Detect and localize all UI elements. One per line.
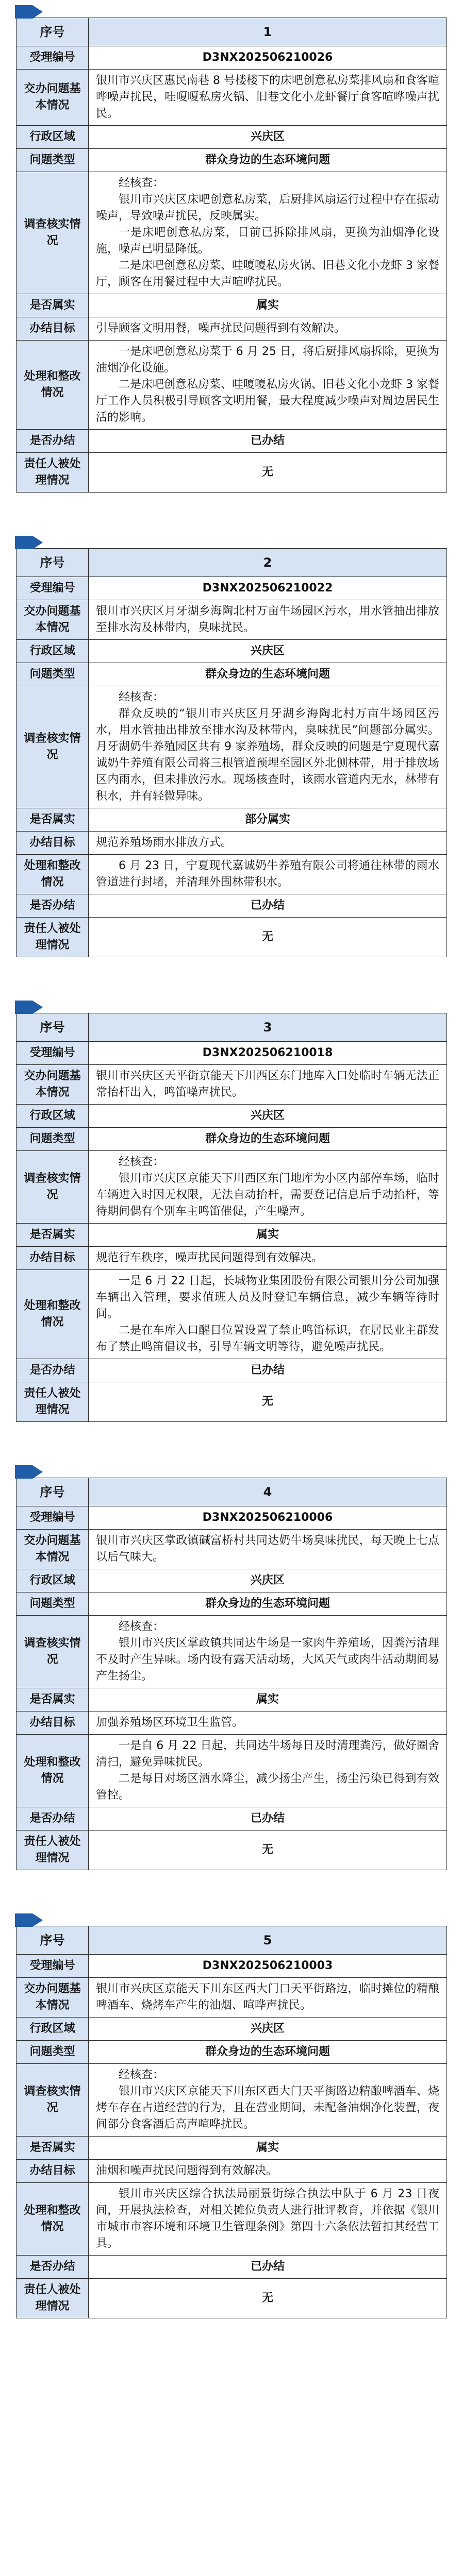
corner-ribbon [15, 536, 32, 549]
row-value-basic: 银川市兴庆区掌政镇碱富桥村共同达奶牛场臭味扰民，每天晚上七点以后气味大。 [89, 1530, 447, 1569]
investigation-paragraph: 银川市兴庆区掌政镇共同达牛场是一家肉牛养殖场，因粪污清理不及时产生异味。场内设有露天活动场，大风天气或肉牛活动期间易产生扬尘。 [96, 1637, 439, 1683]
row-value-basic: 银川市兴庆区月牙湖乡海陶北村万亩牛场园区污水，用水管抽出排放至排水沟及林带内，臭味扰民。 [89, 600, 447, 640]
row-value-closed: 已办结 [89, 430, 447, 453]
row-label-seq: 序号 [16, 549, 89, 577]
corner-ribbon [15, 1465, 32, 1479]
row-value-investigation [89, 2064, 447, 2137]
row-value-verified: 属实 [89, 294, 447, 317]
row-label-verified: 是否属实 [16, 1224, 89, 1247]
row-label-investigation: 调查核实情况 [16, 1151, 89, 1224]
row-value-goal: 规范行车秩序，噪声扰民问题得到有效解决。 [89, 1247, 447, 1270]
case-card [16, 1926, 447, 2318]
investigation-paragraph: 二是床吧创意私房菜、哇嗄嗄私房火锅、旧巷文化小龙虾 3 家餐厅，顾客在用餐过程中大声喧哗扰民。 [96, 259, 439, 289]
investigation-paragraph: 经核查： [119, 1620, 164, 1633]
row-label-investigation: 调查核实情况 [16, 2064, 89, 2137]
handling-paragraph: 一是 6 月 22 日起，长城物业集团股份有限公司银川分公司加强车辆出入管理，要求值班人员及时登记车辆信息，减少车辆等待时间。 [96, 1275, 439, 1320]
row-value-closed: 已办结 [89, 2256, 447, 2279]
case-table [16, 18, 447, 493]
row-value-investigation [89, 1151, 447, 1224]
row-value-goal: 引导顾客文明用餐，噪声扰民问题得到有效解决。 [89, 317, 447, 341]
row-label-basic: 交办问题基本情况 [16, 1065, 89, 1105]
row-label-type: 问题类型 [16, 149, 89, 172]
row-label-handling: 处理和整改情况 [16, 2183, 89, 2256]
investigation-paragraph: 经核查： [119, 1156, 164, 1168]
case-table [16, 1478, 447, 1870]
row-value-accountability: 无 [89, 1831, 447, 1870]
row-label-area: 行政区域 [16, 126, 89, 149]
handling-paragraph: 一是床吧创意私房菜于 6 月 25 日，将后厨排风扇拆除，更换为油烟净化设施。 [96, 345, 439, 375]
row-value-area: 兴庆区 [89, 640, 447, 663]
row-value-seq: 5 [89, 1926, 447, 1955]
row-value-investigation [89, 686, 447, 808]
handling-paragraph: 二是每日对场区洒水降尘，减少扬尘产生，扬尘污染已得到有效管控。 [96, 1772, 439, 1802]
handling-paragraph: 一是自 6 月 22 日起，共同达牛场每日及时清理粪污，做好圈舍清扫，避免异味扰民。 [96, 1739, 439, 1769]
row-label-handling: 处理和整改情况 [16, 1270, 89, 1359]
row-label-code: 受理编号 [16, 46, 89, 70]
row-value-area: 兴庆区 [89, 1105, 447, 1128]
row-label-type: 问题类型 [16, 1128, 89, 1151]
case-table [16, 1926, 447, 2318]
row-label-closed: 是否办结 [16, 1359, 89, 1382]
row-label-handling: 处理和整改情况 [16, 341, 89, 430]
row-value-area: 兴庆区 [89, 126, 447, 149]
row-value-basic: 银川市兴庆区惠民南巷 8 号楼楼下的床吧创意私房菜排风扇和食客喧哗噪声扰民，哇嗄嗄私房火锅、旧巷文化小龙虾餐厅食客喧哗噪声扰民。 [89, 70, 447, 126]
investigation-paragraph: 经核查： [119, 177, 164, 190]
case-card [16, 548, 447, 957]
row-value-closed: 已办结 [89, 1359, 447, 1382]
investigation-paragraph: 银川市兴庆区京能天下川西区东门地库为小区内部停车场，临时车辆进入时因无权限，无法自动抬杆，需要登记信息后手动抬杆，等待期间偶有个别车主鸣笛催促，产生噪声。 [96, 1172, 439, 1218]
handling-paragraph: 6 月 23 日，宁夏现代嘉诚奶牛养殖有限公司将通往林带的雨水管道进行封堵，并清理外围林带积水。 [96, 859, 439, 889]
row-label-closed: 是否办结 [16, 894, 89, 918]
row-label-handling: 处理和整改情况 [16, 1735, 89, 1807]
row-value-seq: 3 [89, 1013, 447, 1042]
row-value-code: D3NX202506210018 [89, 1042, 447, 1065]
row-label-code: 受理编号 [16, 1506, 89, 1530]
row-value-verified: 属实 [89, 2137, 447, 2160]
row-label-area: 行政区域 [16, 1569, 89, 1592]
row-value-basic: 银川市兴庆区天平街京能天下川西区东门地库入口处临时车辆无法正常抬杆出入，鸣笛噪声扰民。 [89, 1065, 447, 1105]
investigation-paragraph: 银川市兴庆区京能天下川东区西大门天平街路边精酿啤酒车、烧烤车存在占道经营的行为，且在营业期间，未配备油烟净化装置，夜间部分食客酒后高声喧哗扰民。 [96, 2085, 439, 2131]
row-value-type: 群众身边的生态环境问题 [89, 2041, 447, 2064]
row-label-closed: 是否办结 [16, 1807, 89, 1831]
row-value-accountability: 无 [89, 918, 447, 957]
investigation-paragraph: 银川市兴庆区床吧创意私房菜，后厨排风扇运行过程中存在振动噪声，导致噪声扰民，反映属实。 [96, 193, 439, 223]
row-value-type: 群众身边的生态环境问题 [89, 149, 447, 172]
row-value-type: 群众身边的生态环境问题 [89, 1128, 447, 1151]
row-value-code: D3NX202506210022 [89, 577, 447, 600]
row-value-closed: 已办结 [89, 1807, 447, 1831]
row-label-accountability: 责任人被处理情况 [16, 453, 89, 493]
row-label-basic: 交办问题基本情况 [16, 1530, 89, 1569]
handling-paragraph: 银川市兴庆区综合执法局丽景街综合执法中队于 6 月 23 日夜间，开展执法检查，对相关摊位负责人进行批评教育，并依据《银川市城市市容环境和环境卫生管理条例》第四十六条依法暂扣其经营工具。 [96, 2188, 439, 2250]
row-value-accountability: 无 [89, 453, 447, 493]
row-label-seq: 序号 [16, 1478, 89, 1506]
row-label-closed: 是否办结 [16, 2256, 89, 2279]
row-value-handling [89, 341, 447, 430]
row-label-basic: 交办问题基本情况 [16, 70, 89, 126]
row-label-accountability: 责任人被处理情况 [16, 2279, 89, 2318]
handling-paragraph: 二是床吧创意私房菜、哇嗄嗄私房火锅、旧巷文化小龙虾 3 家餐厅工作人员积极引导顾客文明用餐，最大程度减少噪声对周边居民生活的影响。 [96, 378, 439, 424]
row-value-verified: 部分属实 [89, 808, 447, 832]
investigation-paragraph: 一是床吧创意私房菜，目前已拆除排风扇，更换为油烟净化设施，噪声已明显降低。 [96, 226, 439, 256]
row-label-basic: 交办问题基本情况 [16, 1978, 89, 2018]
row-value-goal: 油烟和噪声扰民问题得到有效解决。 [89, 2160, 447, 2183]
row-value-goal: 加强养殖场区环境卫生监管。 [89, 1711, 447, 1735]
case-card [16, 1478, 447, 1870]
investigation-paragraph: 经核查： [119, 2069, 164, 2081]
row-value-investigation [89, 172, 447, 294]
row-value-verified: 属实 [89, 1688, 447, 1711]
corner-ribbon [15, 1001, 32, 1014]
row-label-investigation: 调查核实情况 [16, 172, 89, 294]
case-table [16, 548, 447, 957]
row-value-handling [89, 855, 447, 894]
row-label-handling: 处理和整改情况 [16, 855, 89, 894]
case-card [16, 1013, 447, 1422]
row-value-handling [89, 1735, 447, 1807]
row-value-seq: 2 [89, 549, 447, 577]
row-label-type: 问题类型 [16, 2041, 89, 2064]
row-label-verified: 是否属实 [16, 1688, 89, 1711]
corner-ribbon [15, 1913, 32, 1927]
row-value-closed: 已办结 [89, 894, 447, 918]
row-label-type: 问题类型 [16, 663, 89, 686]
row-value-type: 群众身边的生态环境问题 [89, 1592, 447, 1616]
row-value-code: D3NX202506210006 [89, 1506, 447, 1530]
row-label-verified: 是否属实 [16, 808, 89, 832]
investigation-paragraph: 群众反映的“银川市兴庆区月牙湖乡海陶北村万亩牛场园区污水，用水管抽出排放至排水沟及林带内，臭味扰民”问题部分属实。月牙湖奶牛养殖园区共有 9 家养殖场，群众反映的问题是宁夏现代嘉诚奶牛养殖有限公司将三根管道预埋至园区外北侧林带，用于排放场区内雨水，但未排放污水。现场核查时，该雨水管道内无水，林带有积水，并有轻微异味。 [96, 707, 439, 803]
row-label-seq: 序号 [16, 1013, 89, 1042]
row-label-seq: 序号 [16, 18, 89, 46]
handling-paragraph: 二是在车库入口醒目位置设置了禁止鸣笛标识，在居民业主群发布了禁止鸣笛倡议书，引导车辆文明等待，避免噪声扰民。 [96, 1324, 439, 1353]
row-label-goal: 办结目标 [16, 1247, 89, 1270]
row-value-code: D3NX202506210003 [89, 1955, 447, 1978]
row-label-closed: 是否办结 [16, 430, 89, 453]
row-label-goal: 办结目标 [16, 317, 89, 341]
row-label-area: 行政区域 [16, 640, 89, 663]
row-label-basic: 交办问题基本情况 [16, 600, 89, 640]
row-value-handling [89, 2183, 447, 2256]
row-label-area: 行政区域 [16, 2018, 89, 2041]
row-value-code: D3NX202506210026 [89, 46, 447, 70]
row-label-goal: 办结目标 [16, 832, 89, 855]
row-label-code: 受理编号 [16, 1042, 89, 1065]
row-label-verified: 是否属实 [16, 2137, 89, 2160]
row-label-investigation: 调查核实情况 [16, 1616, 89, 1688]
row-value-seq: 1 [89, 18, 447, 46]
row-label-verified: 是否属实 [16, 294, 89, 317]
row-value-basic: 银川市兴庆区京能天下川东区西大门口天平街路边，临时摊位的精酿啤酒车、烧烤车产生的油烟、喧哗声扰民。 [89, 1978, 447, 2018]
row-value-investigation [89, 1616, 447, 1688]
row-label-accountability: 责任人被处理情况 [16, 1382, 89, 1422]
row-value-handling [89, 1270, 447, 1359]
row-value-area: 兴庆区 [89, 1569, 447, 1592]
row-label-investigation: 调查核实情况 [16, 686, 89, 808]
investigation-paragraph: 经核查： [119, 691, 164, 704]
row-value-area: 兴庆区 [89, 2018, 447, 2041]
row-label-goal: 办结目标 [16, 2160, 89, 2183]
row-label-goal: 办结目标 [16, 1711, 89, 1735]
row-value-accountability: 无 [89, 2279, 447, 2318]
corner-ribbon [15, 5, 32, 19]
row-value-type: 群众身边的生态环境问题 [89, 663, 447, 686]
row-label-code: 受理编号 [16, 1955, 89, 1978]
row-label-seq: 序号 [16, 1926, 89, 1955]
row-value-goal: 规范养殖场雨水排放方式。 [89, 832, 447, 855]
case-card [16, 18, 447, 493]
row-value-accountability: 无 [89, 1382, 447, 1422]
row-label-type: 问题类型 [16, 1592, 89, 1616]
case-table [16, 1013, 447, 1422]
row-label-code: 受理编号 [16, 577, 89, 600]
row-label-area: 行政区域 [16, 1105, 89, 1128]
row-label-accountability: 责任人被处理情况 [16, 1831, 89, 1870]
row-value-verified: 属实 [89, 1224, 447, 1247]
row-value-seq: 4 [89, 1478, 447, 1506]
row-label-accountability: 责任人被处理情况 [16, 918, 89, 957]
